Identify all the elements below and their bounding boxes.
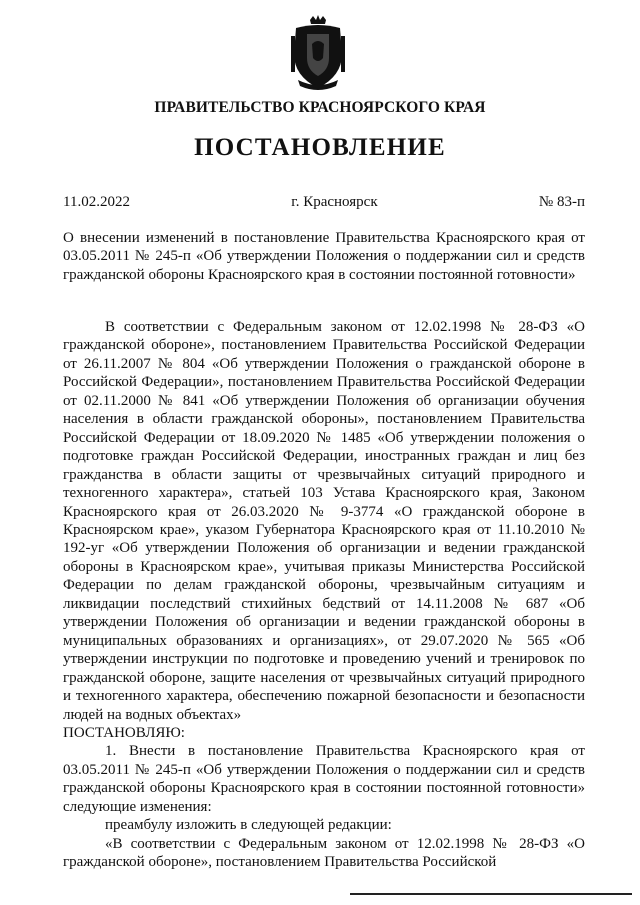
page-bottom-rule (350, 893, 632, 895)
document-type-title: ПОСТАНОВЛЕНИЕ (194, 134, 446, 161)
item-1-subparagraph: преамбулу изложить в следующей редакции: (105, 817, 392, 834)
item-1-quote-paragraph: «В соответствии с Федеральным законом от 12.02.1998 № 28-ФЗ «О гражданской обороне», постановлением Правительства Российской (63, 835, 585, 871)
krasnoyarsk-coat-of-arms-icon (288, 14, 348, 92)
document-date: 11.02.2022 (63, 194, 130, 210)
item-1-paragraph: 1. Внести в постановление Правительства Красноярского края от 03.05.2011 № 245-п «Об утверждении Положения о поддержании сил и средств гражданской обороны Красноярского края в состоянии постоянной готовности» следующие изменения: (63, 743, 585, 815)
resolve-heading: ПОСТАНОВЛЯЮ: (63, 724, 185, 741)
document-body (63, 318, 585, 872)
preamble-paragraph: В соответствии с Федеральным законом от 12.02.1998 № 28-ФЗ «О гражданской обороне», постановлением Правительства Российской Федерации от 26.11.2007 № 804 «Об утверждении Положения о гражданской обороне в Российской Федерации», постановлением Правительства Российской Федерации от 02.11.2000 № 841 «Об утверждении Положения об организации обучения населения в области гражданской обороны», постановлением Правительства Российской Федерации от 18.09.2020 № 1485 «Об утверждении положения о подготовке граждан Российской Федерации, иностранных граждан и лиц без гражданства в области защиты от чрезвычайных ситуаций природного и техногенного характера», статьей 103 Устава Красноярского края, Законом Красноярского края от 26.03.2020 № 9-3774 «О гражданской обороне в Красноярском крае», указом Губернатора Красноярского края от 11.10.2010 № 192-уг «Об утверждении Положения об организации и ведении гражданской обороны в Красноярском крае», учитывая приказы Министерства Российской Федерации по делам гражданской обороны, чрезвычайным ситуациям и ликвидации последствий стихийных бедствий от 14.11.2008 № 687 «Об утверждении Положения об организации и ведении гражданской обороны в муниципальных образованиях и организациях», от 29.07.2020 № 565 «Об утверждении инструкции по подготовке и проведению учений и тренировок по гражданской обороне, защите населения от чрезвычайных ситуаций природного и техногенного характера, обеспечению пожарной безопасности и безопасности людей на водных объектах» (63, 319, 585, 723)
document-meta-row (63, 194, 585, 211)
document-subject: О внесении изменений в постановление Правительства Красноярского края от 03.05.2011 № 245-п «Об утверждении Положения о поддержании сил и средств гражданской обороны Красноярского края в состоянии постоянной готовности» (63, 230, 585, 283)
document-city: г. Красноярск (291, 194, 378, 210)
government-title: ПРАВИТЕЛЬСТВО КРАСНОЯРСКОГО КРАЯ (154, 99, 486, 116)
document-number: № 83-п (538, 194, 585, 210)
